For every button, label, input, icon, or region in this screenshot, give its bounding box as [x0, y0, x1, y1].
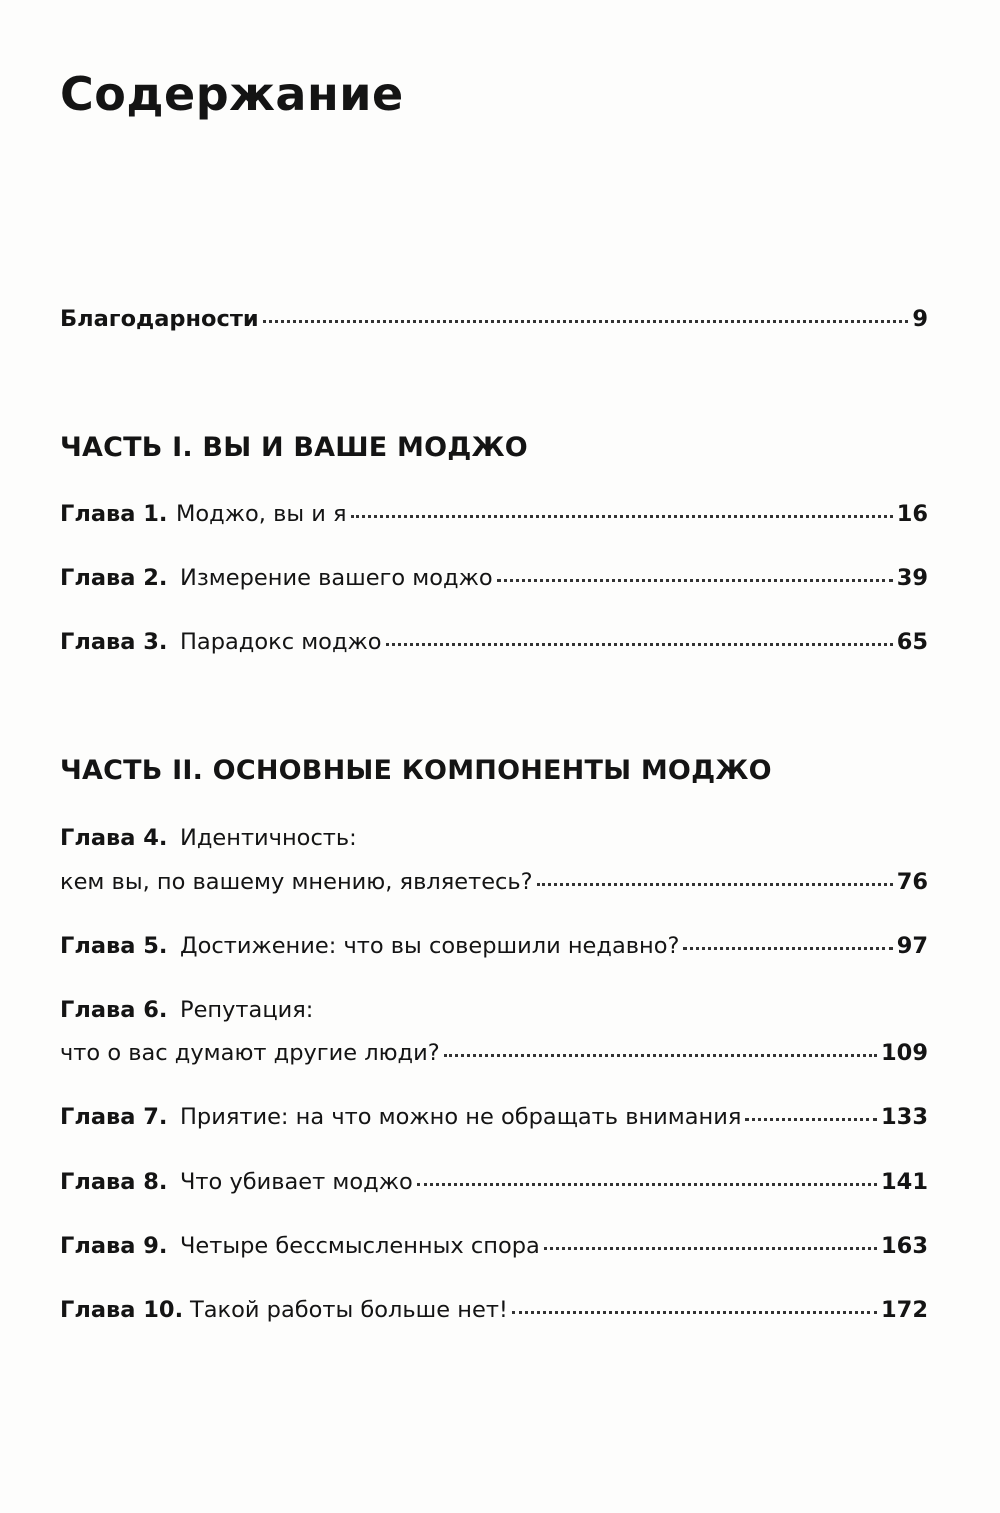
entry-page: 65 [896, 629, 928, 655]
part-2-heading: ЧАСТЬ II. ОСНОВНЫЕ КОМПОНЕНТЫ МОДЖО [60, 755, 772, 786]
toc-entry-chapter-1 [60, 496, 928, 532]
leader-dots [544, 1247, 877, 1250]
entry-page: 172 [881, 1297, 928, 1323]
leader-dots [263, 320, 909, 323]
chapter-label: Глава 6. [60, 997, 168, 1023]
entry-text: Четыре бессмысленных спора [180, 1233, 540, 1259]
entry-text-continued: что о вас думают другие люди? [60, 1040, 440, 1066]
toc-entry-chapter-3 [60, 624, 928, 660]
entry-page: 97 [896, 933, 928, 959]
toc-entry-chapter-4-continued [60, 864, 928, 900]
page-title: Содержание [60, 67, 404, 121]
toc-entry-chapter-7 [60, 1099, 928, 1135]
chapter-label: Глава 8. [60, 1169, 168, 1195]
leader-dots [351, 515, 893, 518]
entry-text: Моджо, вы и я [176, 501, 347, 527]
entry-text: Парадокс моджо [180, 629, 382, 655]
entry-page: 9 [912, 306, 928, 332]
toc-entry-chapter-5 [60, 928, 928, 964]
entry-text: Приятие: на что можно не обращать внимания [180, 1104, 742, 1130]
entry-text: Благодарности [60, 306, 259, 332]
leader-dots [497, 579, 893, 582]
leader-dots [417, 1183, 877, 1186]
leader-dots [745, 1118, 877, 1121]
leader-dots [683, 947, 892, 950]
entry-page: 133 [881, 1104, 928, 1130]
entry-page: 163 [881, 1233, 928, 1259]
toc-entry-chapter-8 [60, 1164, 928, 1200]
chapter-label: Глава 10. [60, 1297, 184, 1323]
chapter-label: Глава 1. [60, 501, 168, 527]
entry-text: Измерение вашего моджо [180, 565, 493, 591]
leader-dots [537, 883, 893, 886]
part-1-heading: ЧАСТЬ I. ВЫ И ВАШЕ МОДЖО [60, 432, 528, 463]
toc-entry-acknowledgements [60, 301, 928, 337]
chapter-label: Глава 4. [60, 825, 168, 851]
leader-dots [444, 1054, 877, 1057]
toc-entry-chapter-2 [60, 560, 928, 596]
chapter-label: Глава 7. [60, 1104, 168, 1130]
toc-entry-chapter-6-continued [60, 1035, 928, 1071]
entry-page: 141 [881, 1169, 928, 1195]
entry-text: Такой работы больше нет! [190, 1297, 508, 1323]
toc-entry-chapter-9 [60, 1228, 928, 1264]
entry-page: 16 [896, 501, 928, 527]
entry-text-continued: кем вы, по вашему мнению, являетесь? [60, 869, 533, 895]
chapter-label: Глава 2. [60, 565, 168, 591]
entry-text: Что убивает моджо [180, 1169, 413, 1195]
entry-text: Достижение: что вы совершили недавно? [180, 933, 680, 959]
chapter-label: Глава 9. [60, 1233, 168, 1259]
entry-page: 76 [896, 869, 928, 895]
leader-dots [512, 1311, 877, 1314]
entry-page: 39 [896, 565, 928, 591]
toc-entry-chapter-6 [60, 992, 928, 1028]
entry-text: Идентичность: [180, 825, 357, 851]
entry-text: Репутация: [180, 997, 314, 1023]
chapter-label: Глава 5. [60, 933, 168, 959]
chapter-label: Глава 3. [60, 629, 168, 655]
entry-page: 109 [881, 1040, 928, 1066]
leader-dots [386, 643, 893, 646]
toc-entry-chapter-10 [60, 1292, 928, 1328]
toc-entry-chapter-4 [60, 820, 928, 856]
